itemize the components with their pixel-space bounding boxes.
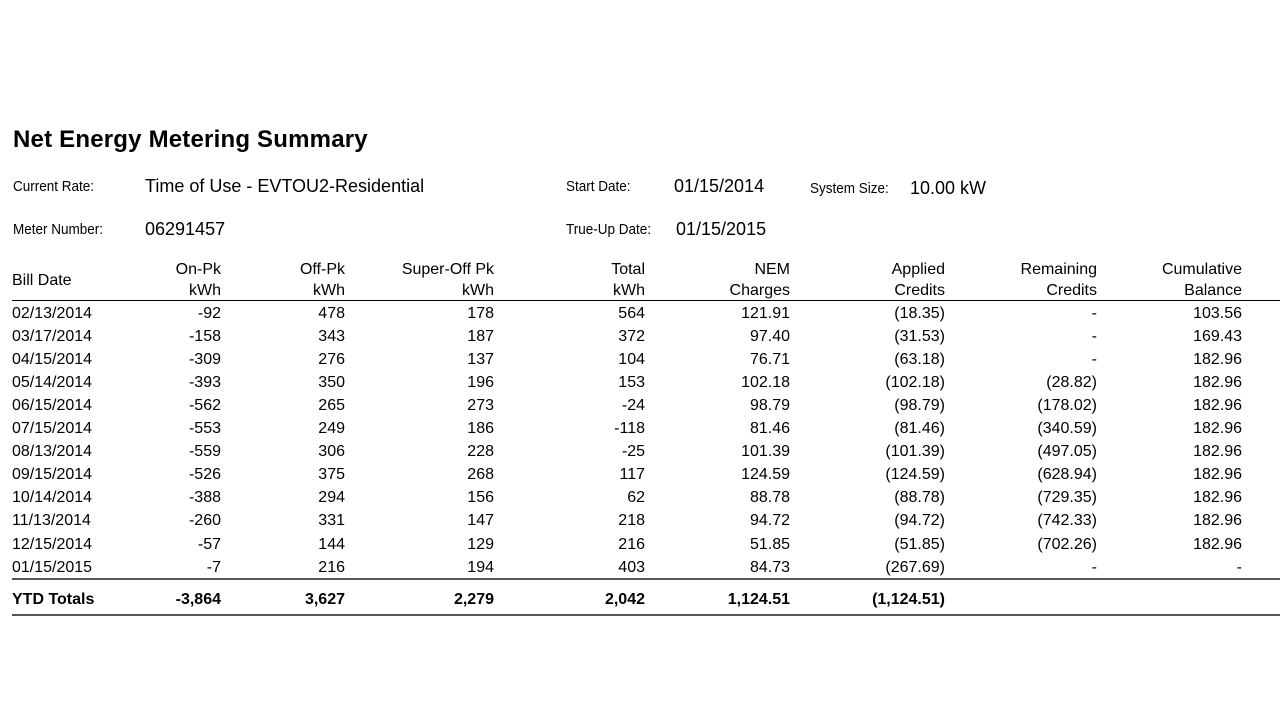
cell-nem: 76.71 (749, 351, 790, 369)
cell-off_pk: 265 (318, 397, 345, 415)
cell-super_off_pk: 194 (467, 558, 494, 576)
column-header-line: Applied (891, 261, 945, 278)
column-header-line: kWh (313, 282, 345, 299)
cell-on_pk: -3,864 (175, 591, 221, 608)
system-size-label: System Size: (810, 180, 889, 197)
table-row (0, 348, 1280, 371)
column-header-line: kWh (462, 282, 494, 299)
table-row (0, 371, 1280, 394)
cell-off_pk: 249 (318, 420, 345, 438)
cell-applied: (94.72) (894, 512, 945, 530)
cell-remaining: (497.05) (1037, 443, 1097, 461)
table-row (0, 463, 1280, 486)
column-header-nem (730, 259, 790, 301)
cell-total: 117 (619, 466, 645, 484)
cell-nem: 124.59 (741, 466, 790, 484)
cell-remaining: - (1091, 558, 1097, 576)
cell-super_off_pk: 147 (467, 512, 494, 530)
cell-total: 62 (627, 489, 645, 507)
cell-super_off_pk: 268 (467, 466, 494, 484)
cell-on_pk: -553 (188, 420, 221, 438)
table-row (0, 533, 1280, 556)
cell-on_pk: -92 (197, 305, 221, 322)
cell-cumulative: 182.96 (1193, 443, 1242, 461)
column-header-line: Bill Date (12, 272, 72, 289)
meter-number-label: Meter Number: (13, 221, 104, 238)
cell-off_pk: 350 (318, 374, 345, 392)
cell-total: -118 (614, 420, 645, 438)
cell-date: 04/15/2014 (12, 351, 93, 369)
cell-remaining: (742.33) (1037, 512, 1097, 530)
cell-cumulative: 182.96 (1193, 512, 1242, 530)
table-row (0, 325, 1280, 348)
cell-nem: 1,124.51 (727, 591, 790, 608)
cell-super_off_pk: 228 (467, 443, 494, 461)
cell-super_off_pk: 129 (467, 535, 494, 553)
cell-cumulative: 182.96 (1193, 351, 1242, 369)
cell-date: 11/13/2014 (12, 512, 91, 530)
cell-applied: (51.85) (894, 535, 945, 553)
cell-remaining: (178.02) (1037, 397, 1097, 415)
cell-super_off_pk: 196 (467, 374, 494, 392)
column-header-applied (892, 259, 945, 301)
cell-total: 216 (618, 535, 645, 553)
cell-cumulative: 182.96 (1193, 374, 1242, 392)
cell-date: 02/13/2014 (12, 305, 93, 322)
cell-off_pk: 144 (318, 535, 345, 553)
cell-cumulative: 182.96 (1193, 420, 1242, 438)
column-header-line: Super-Off Pk (401, 261, 494, 278)
cell-super_off_pk: 137 (467, 351, 494, 369)
cell-total: 104 (618, 351, 645, 369)
cell-applied: (81.46) (894, 420, 945, 438)
totals-row (0, 588, 1280, 611)
cell-remaining: - (1091, 328, 1097, 346)
cell-total: 564 (618, 305, 645, 322)
cell-super_off_pk: 186 (467, 420, 494, 438)
totals-divider-top (12, 578, 1280, 580)
cell-date: 08/13/2014 (12, 443, 93, 461)
cell-off_pk: 216 (318, 558, 345, 576)
cell-super_off_pk: 156 (467, 489, 494, 507)
cell-cumulative: 182.96 (1193, 535, 1242, 553)
cell-total: -25 (621, 443, 645, 461)
page-title: Net Energy Metering Summary (13, 126, 368, 153)
column-header-remaining (1021, 259, 1097, 301)
column-header-on_pk (176, 259, 221, 301)
cell-applied: (124.59) (885, 466, 945, 484)
cell-off_pk: 331 (318, 512, 345, 530)
cell-date: YTD Totals (12, 591, 95, 608)
cell-super_off_pk: 178 (467, 305, 494, 322)
cell-remaining: (702.26) (1037, 535, 1097, 553)
cell-total: 403 (618, 558, 645, 576)
true-up-date-value: 01/15/2015 (676, 219, 767, 239)
column-header-line: kWh (613, 282, 645, 299)
column-header-line: Credits (1046, 282, 1097, 299)
table-row (0, 302, 1280, 325)
column-header-line: On-Pk (175, 261, 221, 278)
cell-total: 2,042 (604, 591, 645, 608)
cell-date: 06/15/2014 (12, 397, 93, 415)
cell-off_pk: 306 (318, 443, 345, 461)
cell-on_pk: -562 (188, 397, 221, 415)
cell-cumulative: 182.96 (1193, 397, 1242, 415)
column-header-line: Off-Pk (299, 261, 345, 278)
cell-on_pk: -260 (188, 512, 221, 530)
cell-cumulative: 182.96 (1193, 489, 1242, 507)
cell-cumulative: 169.43 (1193, 328, 1242, 346)
cell-off_pk: 343 (318, 328, 345, 346)
cell-super_off_pk: 273 (467, 397, 494, 415)
column-header-line: kWh (189, 282, 221, 299)
cell-nem: 88.78 (749, 489, 790, 507)
cell-on_pk: -309 (188, 351, 221, 369)
cell-total: 372 (618, 328, 645, 346)
column-header-total (611, 259, 645, 301)
table-row (0, 509, 1280, 532)
cell-on_pk: -559 (188, 443, 221, 461)
cell-remaining: - (1091, 305, 1097, 322)
cell-on_pk: -388 (188, 489, 221, 507)
cell-applied: (18.35) (894, 305, 945, 322)
cell-off_pk: 294 (318, 489, 345, 507)
totals-divider-bottom (12, 614, 1280, 616)
cell-on_pk: -7 (206, 558, 221, 576)
column-header-date (12, 270, 72, 291)
cell-total: 153 (618, 374, 645, 392)
column-header-line: Total (611, 261, 645, 278)
cell-cumulative: 182.96 (1193, 466, 1242, 484)
cell-remaining: (729.35) (1037, 489, 1097, 507)
cell-date: 01/15/2015 (12, 558, 93, 576)
cell-nem: 98.79 (749, 397, 790, 415)
cell-nem: 84.73 (749, 558, 790, 576)
current-rate-label: Current Rate: (13, 178, 95, 195)
cell-applied: (267.69) (885, 558, 945, 576)
column-header-line: Credits (894, 282, 945, 299)
table-row (0, 486, 1280, 509)
cell-date: 07/15/2014 (12, 420, 93, 438)
cell-on_pk: -158 (188, 328, 221, 346)
cell-cumulative: - (1236, 558, 1242, 576)
table-row (0, 394, 1280, 417)
column-header-line: Charges (729, 282, 790, 299)
cell-nem: 101.39 (741, 443, 790, 461)
column-header-off_pk (300, 259, 345, 301)
meter-number-value: 06291457 (145, 219, 226, 239)
cell-date: 09/15/2014 (12, 466, 93, 484)
cell-remaining: (340.59) (1037, 420, 1097, 438)
column-header-line: Cumulative (1161, 261, 1242, 278)
start-date-label: Start Date: (566, 178, 631, 195)
system-size-value: 10.00 kW (910, 178, 987, 198)
cell-applied: (101.39) (885, 443, 945, 461)
cell-remaining: - (1091, 351, 1097, 369)
cell-applied: (31.53) (894, 328, 945, 346)
cell-nem: 94.72 (749, 512, 790, 530)
column-header-line: NEM (754, 261, 790, 278)
cell-super_off_pk: 2,279 (453, 591, 494, 608)
start-date-value: 01/15/2014 (674, 176, 765, 196)
cell-cumulative: 103.56 (1193, 305, 1242, 322)
table-row (0, 556, 1280, 579)
true-up-date-label: True-Up Date: (566, 221, 652, 238)
column-header-cumulative (1162, 259, 1242, 301)
cell-date: 05/14/2014 (12, 374, 93, 392)
cell-nem: 121.91 (741, 305, 790, 322)
column-header-line: Remaining (1020, 261, 1097, 278)
cell-total: -24 (621, 397, 645, 415)
cell-super_off_pk: 187 (467, 328, 494, 346)
cell-off_pk: 276 (318, 351, 345, 369)
cell-nem: 97.40 (749, 328, 790, 346)
cell-applied: (1,124.51) (872, 591, 945, 608)
cell-off_pk: 3,627 (304, 591, 345, 608)
cell-applied: (102.18) (885, 374, 945, 392)
cell-on_pk: -526 (188, 466, 221, 484)
cell-nem: 102.18 (741, 374, 790, 392)
cell-total: 218 (618, 512, 645, 530)
table-row (0, 417, 1280, 440)
column-header-line: Balance (1184, 282, 1242, 299)
cell-applied: (88.78) (894, 489, 945, 507)
cell-remaining: (28.82) (1046, 374, 1097, 392)
cell-date: 12/15/2014 (12, 535, 93, 553)
cell-off_pk: 375 (318, 466, 345, 484)
cell-nem: 51.85 (749, 535, 790, 553)
column-header-super_off_pk (402, 259, 494, 301)
cell-date: 10/14/2014 (12, 489, 93, 507)
current-rate-value: Time of Use - EVTOU2-Residential (145, 176, 425, 196)
cell-nem: 81.46 (749, 420, 790, 438)
cell-on_pk: -393 (188, 374, 221, 392)
cell-off_pk: 478 (318, 305, 345, 322)
cell-date: 03/17/2014 (12, 328, 93, 346)
cell-applied: (98.79) (894, 397, 945, 415)
cell-applied: (63.18) (894, 351, 945, 369)
cell-remaining: (628.94) (1037, 466, 1097, 484)
cell-on_pk: -57 (197, 535, 221, 553)
table-row (0, 440, 1280, 463)
header-divider (12, 300, 1280, 301)
